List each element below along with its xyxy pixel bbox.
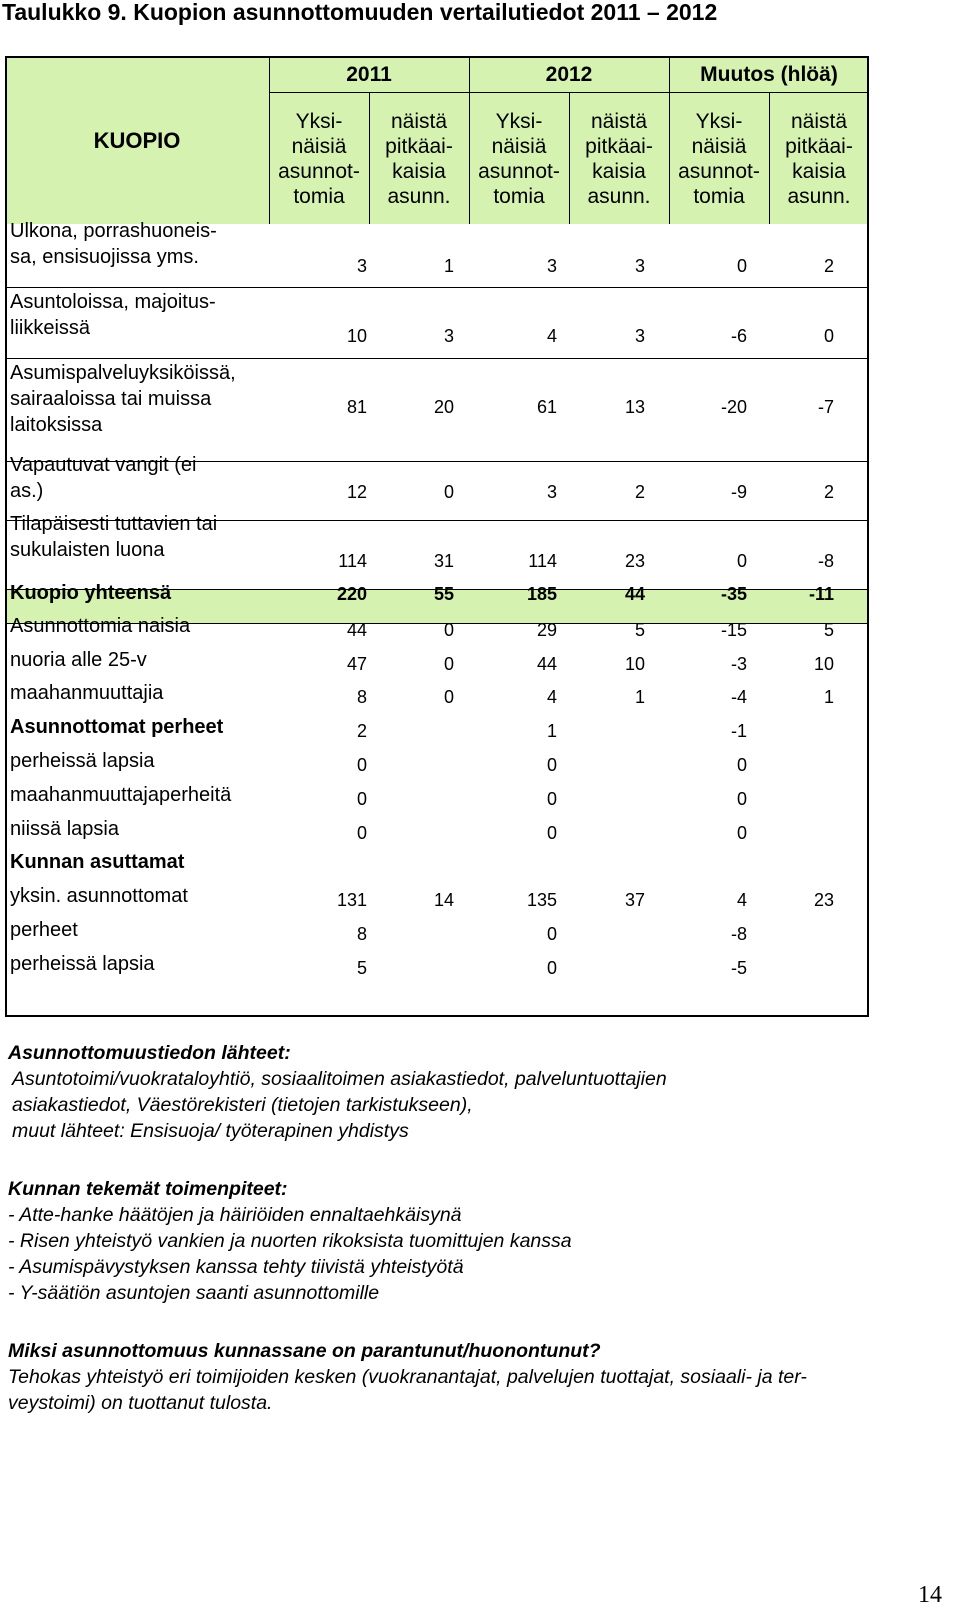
subheader-line: pitkäai- <box>585 135 653 158</box>
table-cell: 0 <box>736 755 747 775</box>
subheader-line: kaisia <box>392 160 446 183</box>
table-cell: -4 <box>730 687 747 707</box>
header-divider <box>769 92 770 224</box>
sources-line: asiakastiedot, Väestörekisteri (tietojen tarkistukseen), <box>12 1094 473 1116</box>
table-cell: 0 <box>356 789 367 809</box>
table-cell: 0 <box>443 482 454 502</box>
table-cell: 0 <box>546 924 557 944</box>
table-cell: 44 <box>346 620 367 640</box>
row-label: Ulkona, porrashuoneis- <box>10 220 217 242</box>
page-title: Taulukko 9. Kuopion asunnottomuuden vertailutiedot 2011 – 2012 <box>2 0 718 25</box>
header-row-line <box>269 92 869 93</box>
why-line: Tehokas yhteistyö eri toimijoiden kesken (vuokranantajat, palvelujen tuottajat, sosiaali- ja ter- <box>8 1366 807 1388</box>
table-cell: -9 <box>730 482 747 502</box>
table-cell: -7 <box>817 397 834 417</box>
table-cell: 0 <box>443 687 454 707</box>
table-cell: 0 <box>736 256 747 276</box>
table-cell: 1 <box>634 687 645 707</box>
sources-heading: Asunnottomuustiedon lähteet: <box>8 1042 291 1064</box>
row-label: laitoksissa <box>10 414 103 436</box>
table-cell: 4 <box>546 687 557 707</box>
subheader-line: pitkäai- <box>385 135 453 158</box>
table-cell: 0 <box>443 620 454 640</box>
row-label: sukulaisten luona <box>10 539 165 561</box>
table-cell: 4 <box>546 326 557 346</box>
row-label: perheet <box>10 919 78 941</box>
row-label: perheissä lapsia <box>10 953 155 975</box>
table-cell: 131 <box>336 890 367 910</box>
table-cell: 10 <box>624 654 645 674</box>
subheader-line: tomia <box>493 185 545 208</box>
table-cell: 3 <box>634 256 645 276</box>
subheader-homeless <box>469 107 569 211</box>
measures-line: - Risen yhteistyö vankien ja nuorten rikoksista tuomittujen kanssa <box>8 1230 572 1252</box>
table-cell: 1 <box>443 256 454 276</box>
table-cell: 3 <box>443 326 454 346</box>
table-cell: 2 <box>356 721 367 741</box>
row-label: perheissä lapsia <box>10 750 155 772</box>
table-cell: 10 <box>813 654 834 674</box>
measures-line: - Atte-hanke häätöjen ja häiriöiden ennaltaehkäisynä <box>8 1204 462 1226</box>
subheader-longterm <box>569 107 669 211</box>
table-cell: 20 <box>433 397 454 417</box>
table-cell: 14 <box>433 890 454 910</box>
table-cell: 8 <box>356 924 367 944</box>
table-border-left <box>5 56 7 1017</box>
subheader-line: pitkäai- <box>785 135 853 158</box>
table-cell: 10 <box>346 326 367 346</box>
subheader-line: Yksi- <box>495 110 543 133</box>
page-number: 14 <box>918 1582 942 1608</box>
subheader-line: kaisia <box>792 160 846 183</box>
table-cell: 1 <box>823 687 834 707</box>
subheader-line: kaisia <box>592 160 646 183</box>
row-label: Asunnottomia naisia <box>10 615 191 637</box>
table-cell: 5 <box>356 958 367 978</box>
subheader-line: tomia <box>293 185 345 208</box>
table-cell: 0 <box>823 326 834 346</box>
header-divider <box>469 56 470 224</box>
subheader-homeless <box>269 107 369 211</box>
measures-line: - Asumispävystyksen kanssa tehty tiivistä yhteistyötä <box>8 1256 464 1278</box>
table-cell: 61 <box>536 397 557 417</box>
table-cell: 23 <box>624 551 645 571</box>
table-cell: 220 <box>336 584 367 604</box>
why-heading: Miksi asunnottomuus kunnassane on parantunut/huonontunut? <box>8 1340 601 1362</box>
table-cell: 13 <box>624 397 645 417</box>
subheader-line: asunn. <box>587 185 651 208</box>
header-divider <box>669 56 670 224</box>
year-2011-header: 2011 <box>346 62 392 86</box>
table-cell: 0 <box>356 823 367 843</box>
row-label: Asuntoloissa, majoitus- <box>10 291 216 313</box>
row-label: Kuopio yhteensä <box>10 582 172 604</box>
row-label: Asumispalveluyksiköissä, <box>10 362 236 384</box>
subheader-line: asunnot- <box>678 160 760 183</box>
table-cell: 0 <box>356 755 367 775</box>
table-cell: 114 <box>528 551 557 571</box>
subheader-homeless <box>669 107 769 211</box>
header-divider <box>369 92 370 224</box>
row-label: sa, ensisuojissa yms. <box>10 246 199 268</box>
subheader-longterm <box>369 107 469 211</box>
table-cell: 47 <box>346 654 367 674</box>
table-cell: -6 <box>730 326 747 346</box>
year-2012-header: 2012 <box>545 62 593 86</box>
subheader-line: Yksi- <box>695 110 743 133</box>
table-cell: 3 <box>356 256 367 276</box>
table-cell: 23 <box>813 890 834 910</box>
subheader-line: näistä <box>790 110 848 133</box>
table-cell: 0 <box>736 551 747 571</box>
table-cell: 3 <box>546 482 557 502</box>
row-label: liikkeissä <box>10 317 91 339</box>
change-header: Muutos (hlöä) <box>700 62 838 86</box>
table-cell: -1 <box>730 721 747 741</box>
table-cell: 55 <box>433 584 454 604</box>
table-border-right <box>867 56 869 1017</box>
table-cell: 4 <box>736 890 747 910</box>
table-cell: 0 <box>546 958 557 978</box>
table-cell: 3 <box>634 326 645 346</box>
table-cell: 2 <box>634 482 645 502</box>
row-label: sairaaloissa tai muissa <box>10 388 212 410</box>
measures-heading: Kunnan tekemät toimenpiteet: <box>8 1178 288 1200</box>
table-border-bottom <box>5 1015 869 1017</box>
table-cell: -35 <box>720 584 747 604</box>
subheader-line: näistä <box>590 110 648 133</box>
table-cell: -11 <box>808 584 834 604</box>
table-cell: 8 <box>356 687 367 707</box>
sources-line: Asuntotoimi/vuokrataloyhtiö, sosiaalitoimen asiakastiedot, palveluntuottajien <box>12 1068 667 1090</box>
row-label: nuoria alle 25-v <box>10 649 147 671</box>
table-cell: 0 <box>546 823 557 843</box>
row-line <box>5 358 869 359</box>
table-cell: 0 <box>546 789 557 809</box>
table-cell: -5 <box>730 958 747 978</box>
row-label: niissä lapsia <box>10 818 119 840</box>
table-cell: 0 <box>736 789 747 809</box>
row-label: Vapautuvat vangit (ei <box>10 454 197 476</box>
table-cell: 12 <box>346 482 367 502</box>
subheader-line: asunnot- <box>478 160 560 183</box>
table-cell: -3 <box>730 654 747 674</box>
table-cell: -8 <box>730 924 747 944</box>
row-label: Tilapäisesti tuttavien tai <box>10 513 218 535</box>
table-cell: 135 <box>526 890 557 910</box>
table-border-top <box>5 56 869 58</box>
row-line <box>5 287 869 288</box>
measures-line: - Y-säätiön asuntojen saanti asunnottomille <box>8 1282 380 1304</box>
table-cell: -15 <box>720 620 747 640</box>
subheader-line: näisiä <box>291 135 347 158</box>
table-cell: 44 <box>536 654 557 674</box>
corner-label: KUOPIO <box>93 127 181 153</box>
subheader-line: tomia <box>693 185 745 208</box>
subheader-line: asunn. <box>387 185 451 208</box>
table-cell: 1 <box>546 721 557 741</box>
row-label: maahanmuuttajaperheitä <box>10 784 232 806</box>
why-line: veystoimi) on tuottanut tulosta. <box>8 1392 273 1414</box>
sources-line: muut lähteet: Ensisuoja/ työterapinen yhdistys <box>12 1120 409 1142</box>
subheader-line: näistä <box>390 110 448 133</box>
table-cell: -20 <box>720 397 747 417</box>
table-cell: 31 <box>433 551 454 571</box>
table-cell: 29 <box>536 620 557 640</box>
table-cell: 44 <box>624 584 645 604</box>
table-cell: 0 <box>443 654 454 674</box>
table-cell: -8 <box>817 551 834 571</box>
table-cell: 2 <box>823 256 834 276</box>
subheader-line: Yksi- <box>295 110 343 133</box>
row-label: yksin. asunnottomat <box>10 885 188 907</box>
header-divider <box>269 56 270 224</box>
table-cell: 37 <box>624 890 645 910</box>
subheader-line: näisiä <box>491 135 547 158</box>
row-label: Asunnottomat perheet <box>10 716 224 738</box>
table-cell: 2 <box>823 482 834 502</box>
subheader-longterm <box>769 107 869 211</box>
subheader-line: asunnot- <box>278 160 360 183</box>
table-cell: 5 <box>634 620 645 640</box>
table-cell: 0 <box>736 823 747 843</box>
row-label: Kunnan asuttamat <box>10 851 185 873</box>
subheader-line: asunn. <box>787 185 851 208</box>
table-cell: 185 <box>526 584 557 604</box>
row-label: as.) <box>10 480 44 502</box>
row-label: maahanmuuttajia <box>10 682 164 704</box>
table-cell: 3 <box>546 256 557 276</box>
table-cell: 5 <box>823 620 834 640</box>
subheader-line: näisiä <box>691 135 747 158</box>
header-divider <box>569 92 570 224</box>
table-cell: 114 <box>338 551 367 571</box>
table-cell: 0 <box>546 755 557 775</box>
table-cell: 81 <box>346 397 367 417</box>
